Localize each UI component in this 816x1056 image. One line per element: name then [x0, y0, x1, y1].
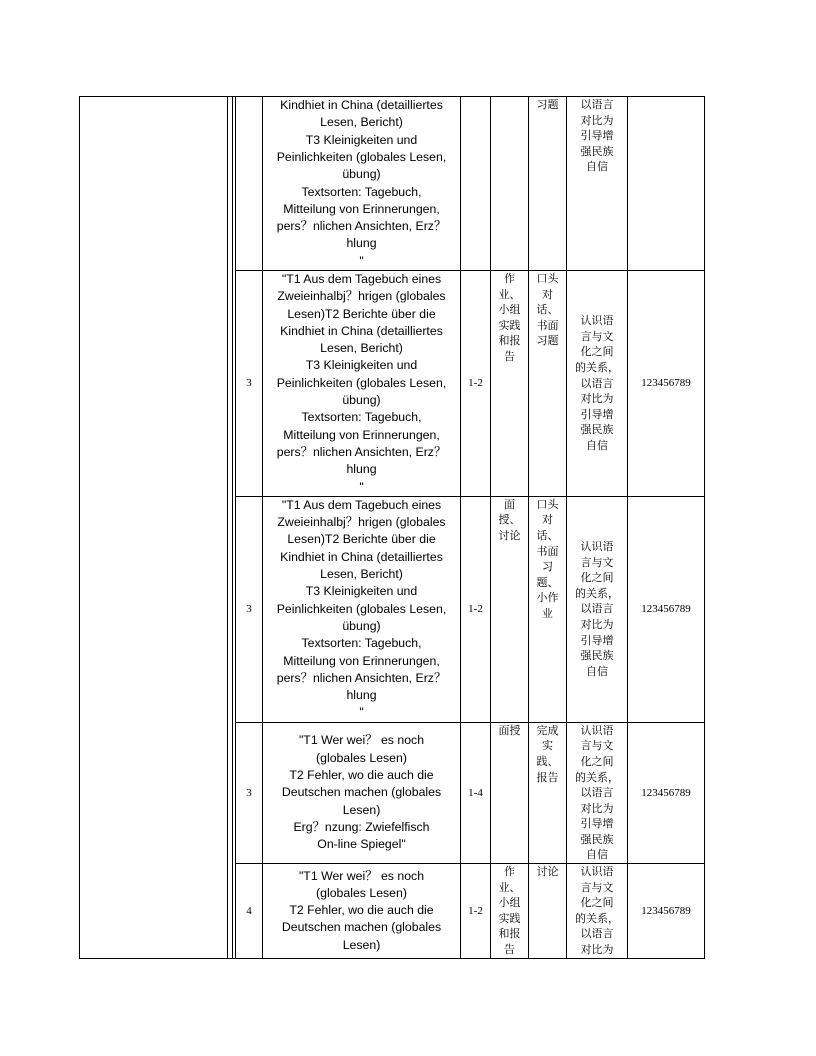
hours-cell: 1-2 [461, 864, 491, 959]
content-cell: "T1 Wer wei？ es noch (globales Lesen) T2 Fehler, wo die auch die Deutschen machen (globales Lesen) Erg？nzung: Zwiefelfisch On-line Spiegel" [263, 722, 461, 863]
table-row [80, 97, 705, 271]
ideology-cell: 认识语 言与文 化之间 的关系， 以语言 对比为 [567, 864, 628, 959]
ideology-cell: 认识语 言与文 化之间 的关系， 以语言 对比为 引导增 强民族 自信 [567, 496, 628, 722]
hours-cell: 1-2 [461, 496, 491, 722]
course-schedule-table [79, 96, 705, 959]
method-cell [491, 97, 529, 271]
method-cell: 面 授、 讨论 [491, 496, 529, 722]
hours-cell: 1-4 [461, 722, 491, 863]
week-cell: 3 [236, 271, 263, 497]
code-cell: 123456789 [628, 722, 705, 863]
code-cell: 123456789 [628, 496, 705, 722]
ideology-cell: 以语言 对比为 引导增 强民族 自信 [567, 97, 628, 271]
code-cell: 123456789 [628, 864, 705, 959]
method-cell: 作 业、 小组 实践 和报 告 [491, 271, 529, 497]
homework-cell: 口头 对 话、 书面 习 题、 小作 业 [529, 496, 567, 722]
code-cell [628, 97, 705, 271]
ideology-cell: 认识语 言与文 化之间 的关系， 以语言 对比为 引导增 强民族 自信 [567, 722, 628, 863]
week-cell: 3 [236, 722, 263, 863]
method-cell: 面授 [491, 722, 529, 863]
method-cell: 作 业、 小组 实践 和报 告 [491, 864, 529, 959]
homework-cell: 口头 对 话、 书面 习题 [529, 271, 567, 497]
homework-cell: 习题 [529, 97, 567, 271]
content-cell: "T1 Aus dem Tagebuch eines Zweieinhalbj？hrigen (globales Lesen)T2 Berichte über die Kindhiet in China (detailliertes Lesen, Bericht) T3 Kleinigkeiten und Peinlichkeiten (globales Lesen, übung) Textsorten: Tagebuch, Mitteilung von Erinnerungen, pers？nlichen Ansichten, Erz？ hlung " [263, 271, 461, 497]
chapter-cell [80, 97, 228, 959]
week-cell: 4 [236, 864, 263, 959]
content-cell: "T1 Aus dem Tagebuch eines Zweieinhalbj？hrigen (globales Lesen)T2 Berichte über die Kindhiet in China (detailliertes Lesen, Bericht) T3 Kleinigkeiten und Peinlichkeiten (globales Lesen, übung) Textsorten: Tagebuch, Mitteilung von Erinnerungen, pers？nlichen Ansichten, Erz？ hlung " [263, 496, 461, 722]
homework-cell: 完成 实 践、 报告 [529, 722, 567, 863]
code-cell: 123456789 [628, 271, 705, 497]
ideology-cell: 认识语 言与文 化之间 的关系， 以语言 对比为 引导增 强民族 自信 [567, 271, 628, 497]
homework-cell: 讨论 [529, 864, 567, 959]
week-cell [236, 97, 263, 271]
content-cell: "T1 Wer wei？ es noch (globales Lesen) T2 Fehler, wo die auch die Deutschen machen (globales Lesen) [263, 864, 461, 959]
hours-cell: 1-2 [461, 271, 491, 497]
content-cell: Kindhiet in China (detailliertes Lesen, Bericht) T3 Kleinigkeiten und Peinlichkeiten (globales Lesen, übung) Textsorten: Tagebuch, Mitteilung von Erinnerungen, pers？nlichen Ansichten, Erz？ hlung " [263, 97, 461, 271]
week-cell: 3 [236, 496, 263, 722]
hours-cell [461, 97, 491, 271]
